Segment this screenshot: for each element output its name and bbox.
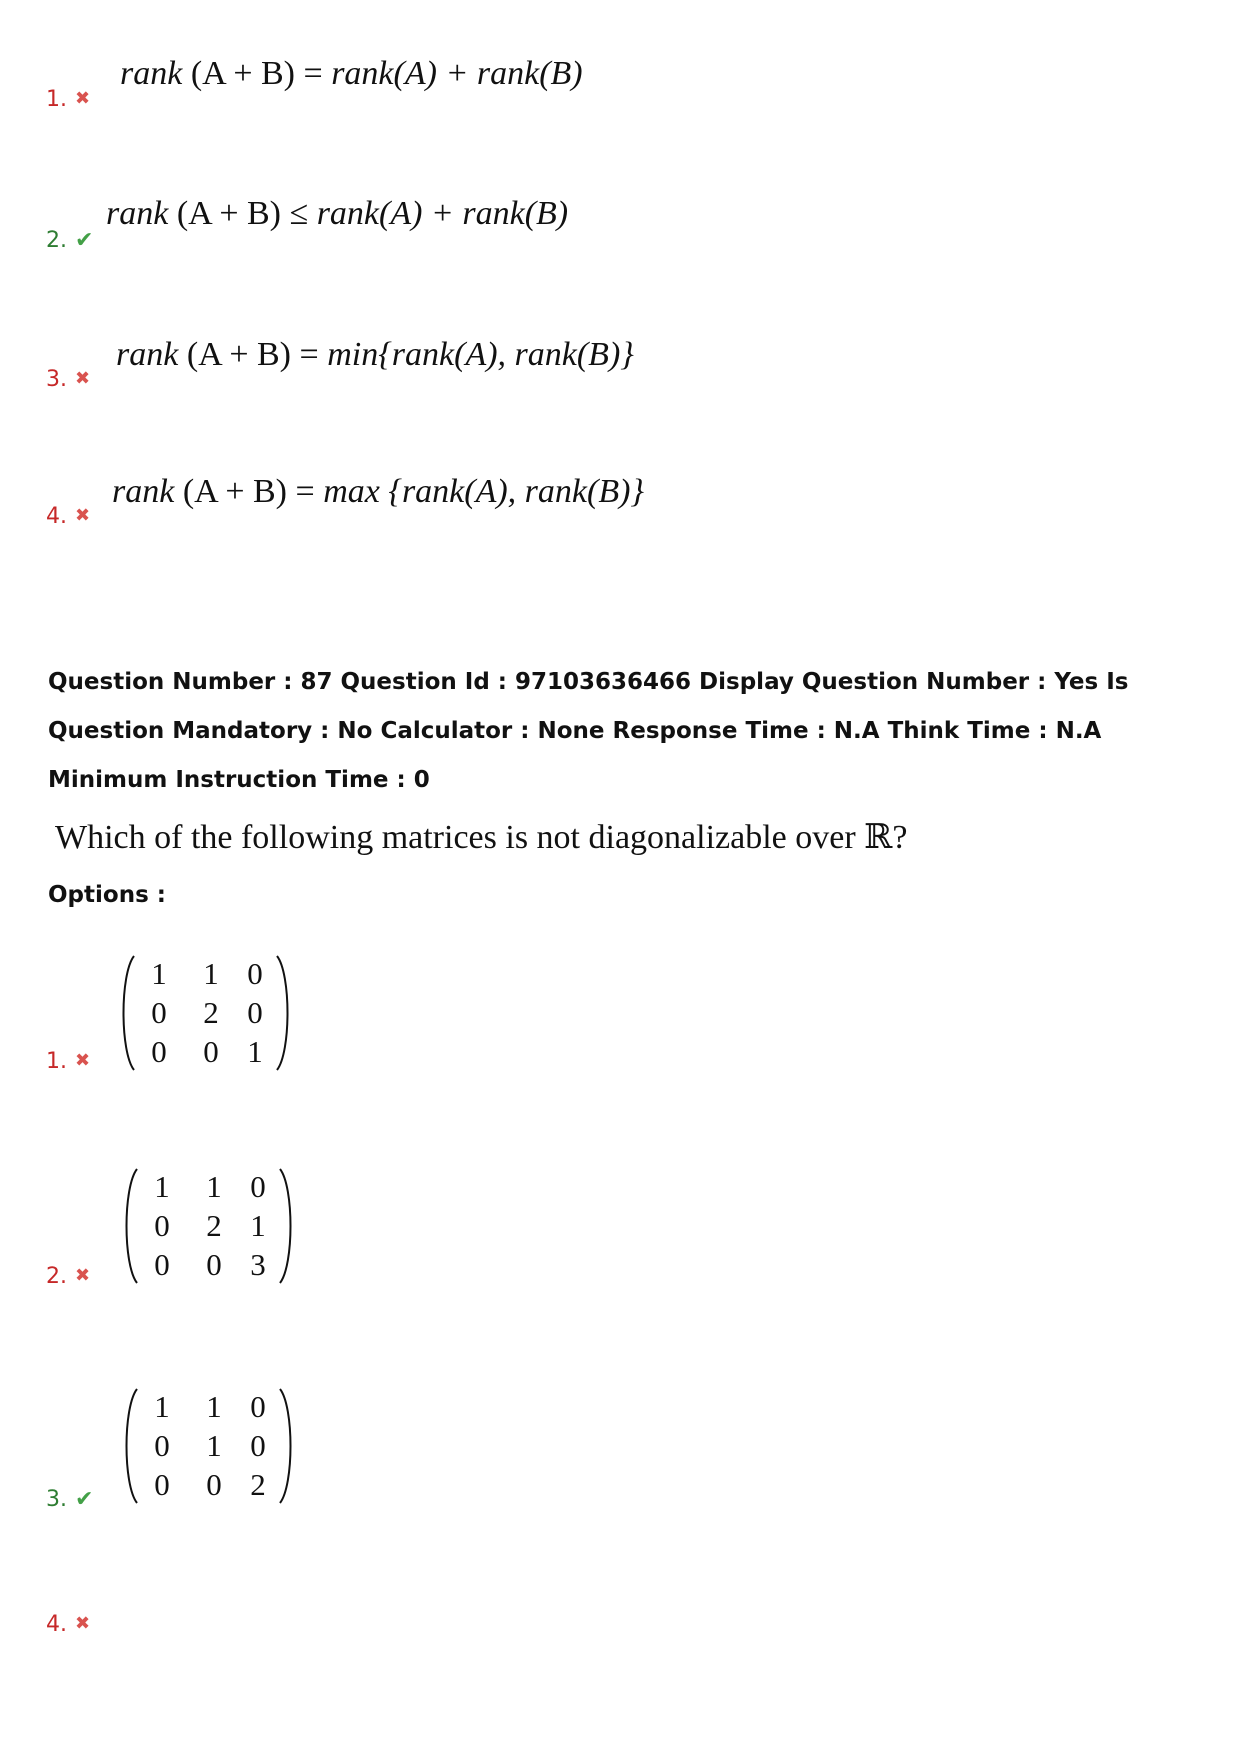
matrix-cell: 1 (206, 1168, 222, 1204)
option-number: 3. (46, 367, 67, 392)
matrix-cell: 0 (250, 1388, 266, 1424)
option-number: 2. (46, 1264, 67, 1289)
option-matrix (121, 1167, 296, 1285)
matrix-cell: 1 (206, 1388, 222, 1424)
question-text: Which of the following matrices is not diagonalizable over ℝ? (55, 819, 908, 856)
cross-mark-icon: ✖ (75, 1050, 91, 1071)
cross-mark-icon: ✖ (75, 88, 91, 109)
check-mark-icon: ✔ (75, 228, 94, 253)
matrix-cell: 1 (250, 1207, 266, 1243)
option-number: 2. (46, 228, 67, 253)
matrix-cell: 2 (206, 1207, 222, 1243)
cross-mark-icon: ✖ (75, 1265, 91, 1286)
option-number: 1. (46, 1049, 67, 1074)
option-formula: rank (A + B) = min{rank(A), rank(B)} (116, 336, 634, 373)
check-mark-icon: ✔ (75, 1487, 94, 1512)
option-number: 3. (46, 1487, 67, 1512)
option-matrix (118, 954, 293, 1072)
matrix-cell: 1 (154, 1388, 170, 1424)
matrix-cell: 0 (151, 994, 167, 1030)
matrix-cell: 1 (151, 955, 167, 991)
matrix-cell: 0 (154, 1466, 170, 1502)
matrix-cell: 0 (154, 1246, 170, 1282)
matrix-cell: 0 (151, 1033, 167, 1069)
matrix-cell: 0 (250, 1168, 266, 1204)
matrix-cell: 0 (250, 1427, 266, 1463)
option-formula: rank (A + B) = rank(A) + rank(B) (120, 55, 583, 92)
question-meta: Question Number : 87 Question Id : 97103636466 Display Question Number : Yes Is Question Mandatory : No Calculator : None Response Time : N.A Think Time : N.A Minimum Instruction Time : 0 (48, 669, 1129, 793)
option-formula: rank (A + B) ≤ rank(A) + rank(B) (106, 195, 569, 232)
cross-mark-icon: ✖ (75, 368, 91, 389)
option-matrix (121, 1387, 296, 1505)
matrix-cell: 1 (206, 1427, 222, 1463)
matrix-cell: 1 (154, 1168, 170, 1204)
matrix-cell: 2 (250, 1466, 266, 1502)
matrix-cell: 3 (250, 1246, 266, 1282)
matrix-cell: 0 (247, 994, 263, 1030)
cross-mark-icon: ✖ (75, 505, 91, 526)
option-number: 4. (46, 504, 67, 529)
matrix-cell: 0 (203, 1033, 219, 1069)
option-number: 1. (46, 87, 67, 112)
option-number: 4. (46, 1612, 67, 1637)
option-formula: rank (A + B) = max {rank(A), rank(B)} (112, 473, 645, 510)
matrix-cell: 1 (203, 955, 219, 991)
cross-mark-icon: ✖ (75, 1613, 91, 1634)
matrix-cell: 0 (206, 1466, 222, 1502)
matrix-cell: 0 (247, 955, 263, 991)
matrix-cell: 0 (154, 1427, 170, 1463)
matrix-cell: 0 (154, 1207, 170, 1243)
matrix-cell: 1 (247, 1033, 263, 1069)
matrix-cell: 0 (206, 1246, 222, 1282)
options-label: Options : (48, 882, 166, 908)
matrix-cell: 2 (203, 994, 219, 1030)
